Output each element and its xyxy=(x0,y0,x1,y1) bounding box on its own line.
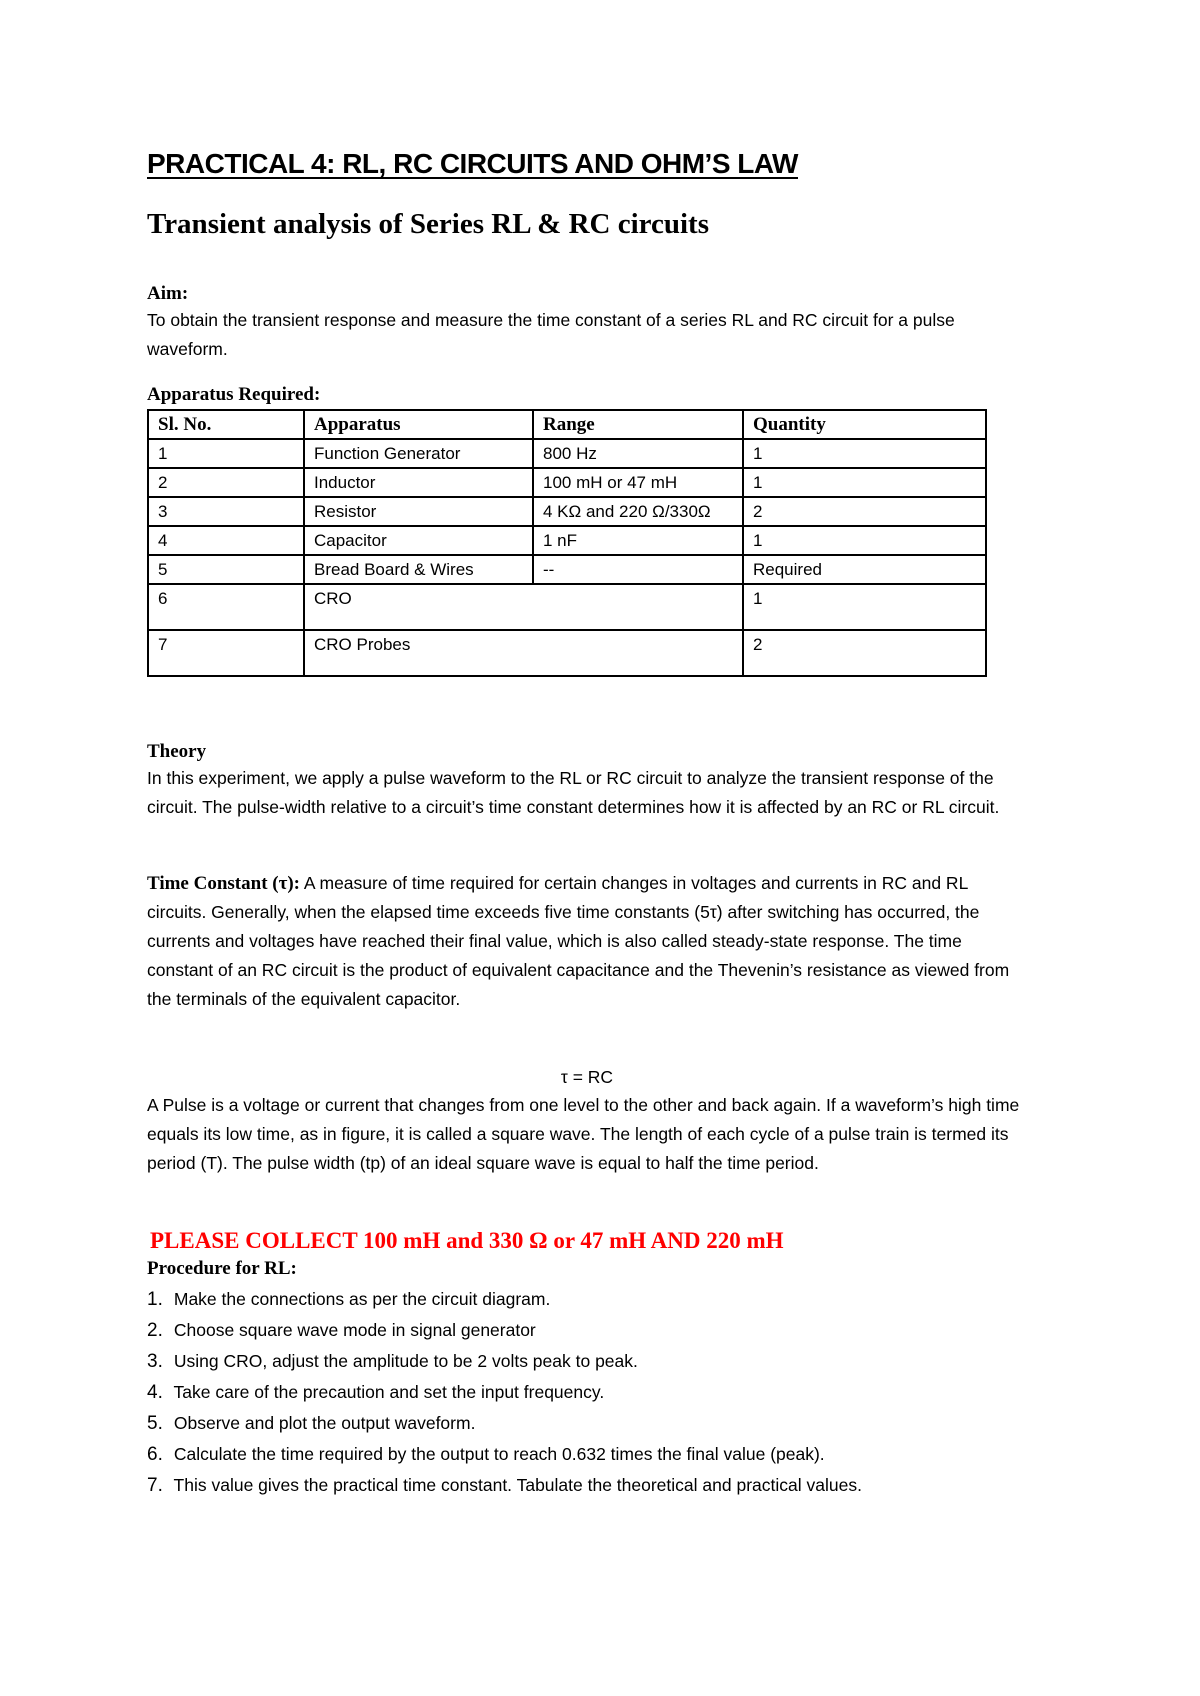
time-constant-formula: τ = RC xyxy=(560,1067,614,1087)
column-header: Sl. No. xyxy=(148,410,304,439)
procedure-step xyxy=(147,1315,1027,1346)
cell-sl-no: 5 xyxy=(148,555,304,584)
apparatus-table xyxy=(147,409,987,677)
aim-heading: Aim: xyxy=(147,283,189,304)
procedure-steps xyxy=(147,1284,1027,1501)
cell-range: 1 nF xyxy=(533,526,743,555)
page-subtitle: Transient analysis of Series RL & RC circuits xyxy=(147,208,710,240)
cell-quantity: 1 xyxy=(743,526,986,555)
page-title: PRACTICAL 4: RL, RC CIRCUITS AND OHM’S LAW xyxy=(147,148,798,179)
procedure-step xyxy=(147,1284,1027,1315)
cell-range: 100 mH or 47 mH xyxy=(533,468,743,497)
time-constant-paragraph xyxy=(147,869,1027,1014)
cell-apparatus: Resistor xyxy=(304,497,533,526)
procedure-step xyxy=(147,1346,1027,1377)
step-text: Make the connections as per the circuit diagram. xyxy=(173,1289,551,1309)
theory-paragraph: In this experiment, we apply a pulse waveform to the RL or RC circuit to analyze the transient response of the circuit. The pulse-width relative to a circuit’s time constant determines how it is affected by an RC or RL circuit. xyxy=(147,768,1000,817)
procedure-step xyxy=(147,1439,1027,1470)
collect-note: PLEASE COLLECT 100 mH and 330 Ω or 47 mH AND 220 mH xyxy=(150,1228,784,1253)
step-number: 6. xyxy=(147,1444,163,1465)
theory-heading: Theory xyxy=(147,741,207,762)
table-row xyxy=(148,468,986,497)
procedure-step xyxy=(147,1377,1027,1408)
step-text: This value gives the practical time constant. Tabulate the theoretical and practical values. xyxy=(173,1475,862,1495)
cell-quantity: 2 xyxy=(743,630,986,676)
column-header: Range xyxy=(533,410,743,439)
cell-apparatus: Function Generator xyxy=(304,439,533,468)
cell-apparatus: Inductor xyxy=(304,468,533,497)
step-number: 7. xyxy=(147,1475,163,1496)
column-header: Quantity xyxy=(743,410,986,439)
step-text: Observe and plot the output waveform. xyxy=(173,1413,476,1433)
cell-quantity: 1 xyxy=(743,439,986,468)
column-header: Apparatus xyxy=(304,410,533,439)
step-number: 4. xyxy=(147,1382,163,1403)
step-number: 1. xyxy=(147,1289,163,1310)
cell-quantity: 1 xyxy=(743,468,986,497)
cell-quantity: 2 xyxy=(743,497,986,526)
cell-sl-no: 1 xyxy=(148,439,304,468)
cell-range: 800 Hz xyxy=(533,439,743,468)
step-number: 2. xyxy=(147,1320,163,1341)
table-row xyxy=(148,439,986,468)
cell-apparatus: CRO Probes xyxy=(304,630,743,676)
aim-paragraph: To obtain the transient response and measure the time constant of a series RL and RC circuit for a pulse waveform. xyxy=(147,310,955,359)
procedure-heading: Procedure for RL: xyxy=(147,1258,297,1279)
pulse-paragraph: A Pulse is a voltage or current that changes from one level to the other and back again. If a waveform’s high time equals its low time, as in figure, it is called a square wave. The length of each cycle of a pulse train is termed its period (T). The pulse width (tp) of an ideal square wave is equal to half the time period. xyxy=(147,1095,1020,1173)
table-header-row xyxy=(148,410,986,439)
cell-apparatus: CRO xyxy=(304,584,743,630)
cell-sl-no: 4 xyxy=(148,526,304,555)
cell-sl-no: 7 xyxy=(148,630,304,676)
table-row xyxy=(148,526,986,555)
procedure-step xyxy=(147,1470,1027,1501)
procedure-step xyxy=(147,1408,1027,1439)
step-number: 5. xyxy=(147,1413,163,1434)
step-text: Choose square wave mode in signal generator xyxy=(173,1320,536,1340)
cell-range: 4 KΩ and 220 Ω/330Ω xyxy=(533,497,743,526)
step-text: Using CRO, adjust the amplitude to be 2 volts peak to peak. xyxy=(173,1351,638,1371)
cell-range: -- xyxy=(533,555,743,584)
cell-apparatus: Capacitor xyxy=(304,526,533,555)
time-constant-text: A measure of time required for certain changes in voltages and currents in RC and RL circuits. Generally, when the elapsed time exceeds five time constants (5τ) after switching has occurred, the currents and voltages have reached their final value, which is also called steady-state response. The time constant of an RC circuit is the product of equivalent capacitance and the Thevenin’s resistance as viewed from the terminals of the equivalent capacitor. xyxy=(147,873,1010,1009)
step-number: 3. xyxy=(147,1351,163,1372)
time-constant-label: Time Constant (τ): xyxy=(147,873,301,894)
apparatus-heading: Apparatus Required: xyxy=(147,384,321,405)
cell-sl-no: 2 xyxy=(148,468,304,497)
cell-apparatus: Bread Board & Wires xyxy=(304,555,533,584)
cell-quantity: 1 xyxy=(743,584,986,630)
cell-quantity: Required xyxy=(743,555,986,584)
step-text: Take care of the precaution and set the input frequency. xyxy=(173,1382,605,1402)
table-row xyxy=(148,584,986,630)
cell-sl-no: 6 xyxy=(148,584,304,630)
cell-sl-no: 3 xyxy=(148,497,304,526)
table-row xyxy=(148,497,986,526)
table-row xyxy=(148,630,986,676)
step-text: Calculate the time required by the output to reach 0.632 times the final value (peak). xyxy=(173,1444,825,1464)
table-row xyxy=(148,555,986,584)
